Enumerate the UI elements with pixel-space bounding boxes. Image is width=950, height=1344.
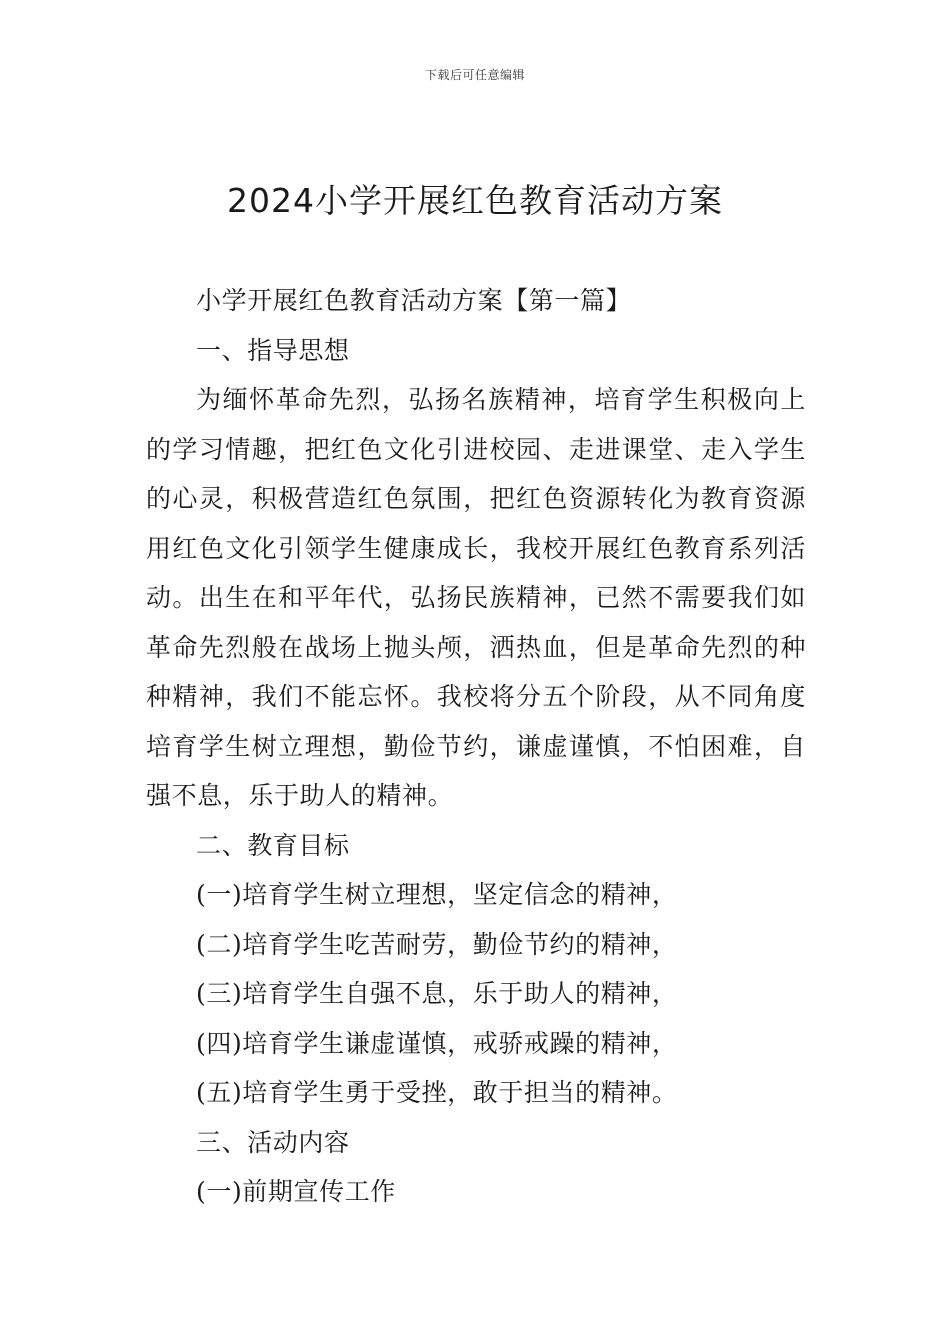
text-line: 三、活动内容: [196, 1127, 350, 1157]
text-line: 一、指导思想: [196, 335, 350, 365]
text-line: 为缅怀革命先烈，弘扬名族精神，培育学生积极向上: [196, 385, 806, 414]
text-line: (四)培育学生谦虚谨慎，戒骄戒躁的精神，: [196, 1028, 678, 1058]
text-line: 强不息，乐于助人的精神。: [146, 781, 454, 810]
text-line: 培育学生树立理想，勤俭节约，谦虚谨慎，不怕困难，自: [146, 731, 806, 761]
text-line: 小学开展红色教育活动方案【第一篇】: [196, 286, 632, 315]
text-line: 革命先烈般在战场上抛头颅，洒热血，但是革命先烈的种: [146, 632, 806, 662]
text-line: 动。出生在和平年代，弘扬民族精神，已然不需要我们如: [146, 583, 806, 612]
text-line: 的心灵，积极营造红色氛围，把红色资源转化为教育资源: [146, 484, 806, 513]
text-line: 的学习情趣，把红色文化引进校园、走进课堂、走入学生: [146, 434, 806, 464]
text-line: 二、教育目标: [196, 830, 350, 860]
text-line: 种精神，我们不能忘怀。我校将分五个阶段，从不同角度: [146, 682, 806, 711]
text-line: (一)前期宣传工作: [196, 1177, 396, 1206]
text-line: 用红色文化引领学生健康成长，我校开展红色教育系列活: [146, 533, 806, 563]
text-line: (三)培育学生自强不息，乐于助人的精神，: [196, 979, 678, 1008]
text-line: (一)培育学生树立理想，坚定信念的精神，: [196, 880, 678, 909]
text-line: (五)培育学生勇于受挫，敢于担当的精神。: [196, 1078, 678, 1107]
document-body: [146, 276, 806, 1217]
text-line: (二)培育学生吃苦耐劳，勤俭节约的精神，: [196, 929, 678, 959]
header-note: 下载后可任意编辑: [424, 68, 525, 82]
document-title: 2024小学开展红色教育活动方案: [227, 181, 723, 220]
